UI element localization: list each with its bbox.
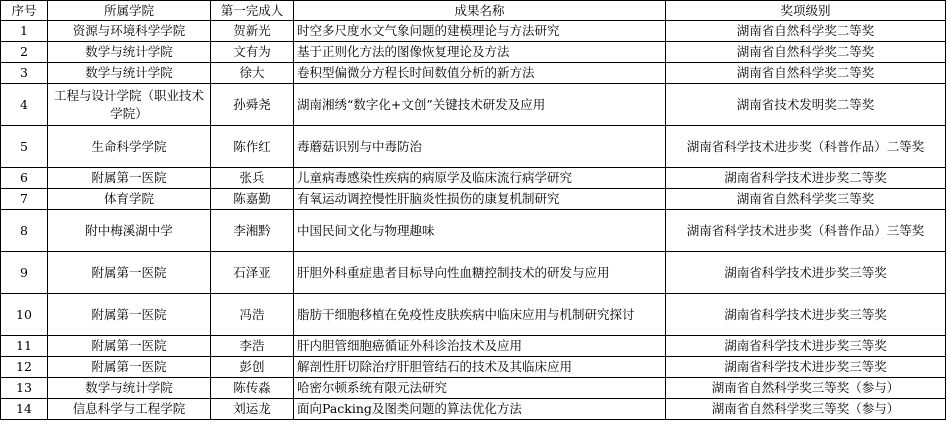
cell-college: 数学与统计学院 [48, 42, 211, 63]
cell-college: 信息科学与工程学院 [48, 399, 211, 420]
cell-award: 湖南省科学技术进步奖三等奖 [666, 294, 946, 336]
cell-award: 湖南省技术发明奖二等奖 [666, 84, 946, 126]
cell-person: 文有为 [211, 42, 294, 63]
cell-title: 解剖性肝切除治疗肝胆管结石的技术及其临床应用 [294, 357, 666, 378]
cell-college: 附属第一医院 [48, 252, 211, 294]
cell-award: 湖南省科学技术进步奖二等奖 [666, 168, 946, 189]
cell-title: 肝内胆管细胞癌循证外科诊治技术及应用 [294, 336, 666, 357]
cell-college: 附中梅溪湖中学 [48, 210, 211, 252]
cell-award: 湖南省科学技术进步奖三等奖 [666, 357, 946, 378]
cell-index: 13 [1, 378, 48, 399]
cell-person: 冯浩 [211, 294, 294, 336]
cell-person: 陈作红 [211, 126, 294, 168]
cell-award: 湖南省科学技术进步奖（科普作品）三等奖 [666, 210, 946, 252]
cell-college: 资源与环境科学学院 [48, 21, 211, 42]
table-row [1, 336, 946, 357]
cell-award: 湖南省自然科学奖二等奖 [666, 42, 946, 63]
cell-person: 张兵 [211, 168, 294, 189]
cell-index: 14 [1, 399, 48, 420]
cell-title: 肝胆外科重症患者目标导向性血糖控制技术的研发与应用 [294, 252, 666, 294]
cell-college: 附属第一医院 [48, 294, 211, 336]
cell-title: 时空多尺度水文气象问题的建模理论与方法研究 [294, 21, 666, 42]
table-row [1, 189, 946, 210]
table-row [1, 399, 946, 420]
cell-college: 生命科学学院 [48, 126, 211, 168]
table-row [1, 63, 946, 84]
table-header-row [1, 1, 946, 21]
cell-college: 附属第一医院 [48, 336, 211, 357]
cell-award: 湖南省自然科学奖三等奖（参与） [666, 399, 946, 420]
cell-title: 儿童病毒感染性疾病的病原学及临床流行病学研究 [294, 168, 666, 189]
cell-index: 10 [1, 294, 48, 336]
cell-index: 8 [1, 210, 48, 252]
table-row [1, 126, 946, 168]
cell-person: 李浩 [211, 336, 294, 357]
cell-award: 湖南省自然科学奖二等奖 [666, 63, 946, 84]
cell-person: 石泽亚 [211, 252, 294, 294]
table-row [1, 294, 946, 336]
cell-index: 11 [1, 336, 48, 357]
cell-college: 附属第一医院 [48, 357, 211, 378]
table-row [1, 252, 946, 294]
cell-award: 湖南省自然科学奖三等奖 [666, 189, 946, 210]
cell-index: 4 [1, 84, 48, 126]
cell-title: 卷积型偏微分方程长时间数值分析的新方法 [294, 63, 666, 84]
cell-person: 贺新光 [211, 21, 294, 42]
cell-person: 陈传淼 [211, 378, 294, 399]
table-row [1, 357, 946, 378]
cell-person: 陈嘉勤 [211, 189, 294, 210]
cell-college: 体育学院 [48, 189, 211, 210]
cell-title: 脂肪干细胞移植在免疫性皮肤疾病中临床应用与机制研究探讨 [294, 294, 666, 336]
cell-index: 3 [1, 63, 48, 84]
cell-index: 7 [1, 189, 48, 210]
cell-index: 9 [1, 252, 48, 294]
cell-award: 湖南省自然科学奖三等奖（参与） [666, 378, 946, 399]
cell-title: 面向Packing及图类问题的算法优化方法 [294, 399, 666, 420]
table-row [1, 42, 946, 63]
cell-person: 彭创 [211, 357, 294, 378]
cell-index: 1 [1, 21, 48, 42]
header-college: 所属学院 [48, 1, 211, 21]
cell-person: 李湘黔 [211, 210, 294, 252]
header-achievement-title: 成果名称 [294, 1, 666, 21]
cell-index: 12 [1, 357, 48, 378]
cell-index: 6 [1, 168, 48, 189]
cell-title: 有氧运动调控慢性肝脑炎性损伤的康复机制研究 [294, 189, 666, 210]
cell-award: 湖南省科学技术进步奖三等奖 [666, 336, 946, 357]
cell-title: 湖南湘绣“数字化+文创”关键技术研发及应用 [294, 84, 666, 126]
cell-person: 徐大 [211, 63, 294, 84]
cell-title: 毒蘑菇识别与中毒防治 [294, 126, 666, 168]
table-row [1, 210, 946, 252]
cell-college: 附属第一医院 [48, 168, 211, 189]
cell-college: 数学与统计学院 [48, 63, 211, 84]
cell-person: 孙舜尧 [211, 84, 294, 126]
cell-index: 5 [1, 126, 48, 168]
table-body [1, 21, 946, 420]
cell-index: 2 [1, 42, 48, 63]
cell-award: 湖南省自然科学奖二等奖 [666, 21, 946, 42]
table-row [1, 84, 946, 126]
cell-award: 湖南省科学技术进步奖三等奖 [666, 252, 946, 294]
table-row [1, 21, 946, 42]
header-award-level: 奖项级别 [666, 1, 946, 21]
table-row [1, 378, 946, 399]
table-row [1, 168, 946, 189]
cell-college: 数学与统计学院 [48, 378, 211, 399]
header-index: 序号 [1, 1, 48, 21]
cell-person: 刘运龙 [211, 399, 294, 420]
cell-college: 工程与设计学院（职业技术学院） [48, 84, 211, 126]
cell-title: 哈密尔顿系统有限元法研究 [294, 378, 666, 399]
cell-title: 中国民间文化与物理趣味 [294, 210, 666, 252]
header-first-person: 第一完成人 [211, 1, 294, 21]
cell-award: 湖南省科学技术进步奖（科普作品）二等奖 [666, 126, 946, 168]
cell-title: 基于正则化方法的图像恢复理论及方法 [294, 42, 666, 63]
